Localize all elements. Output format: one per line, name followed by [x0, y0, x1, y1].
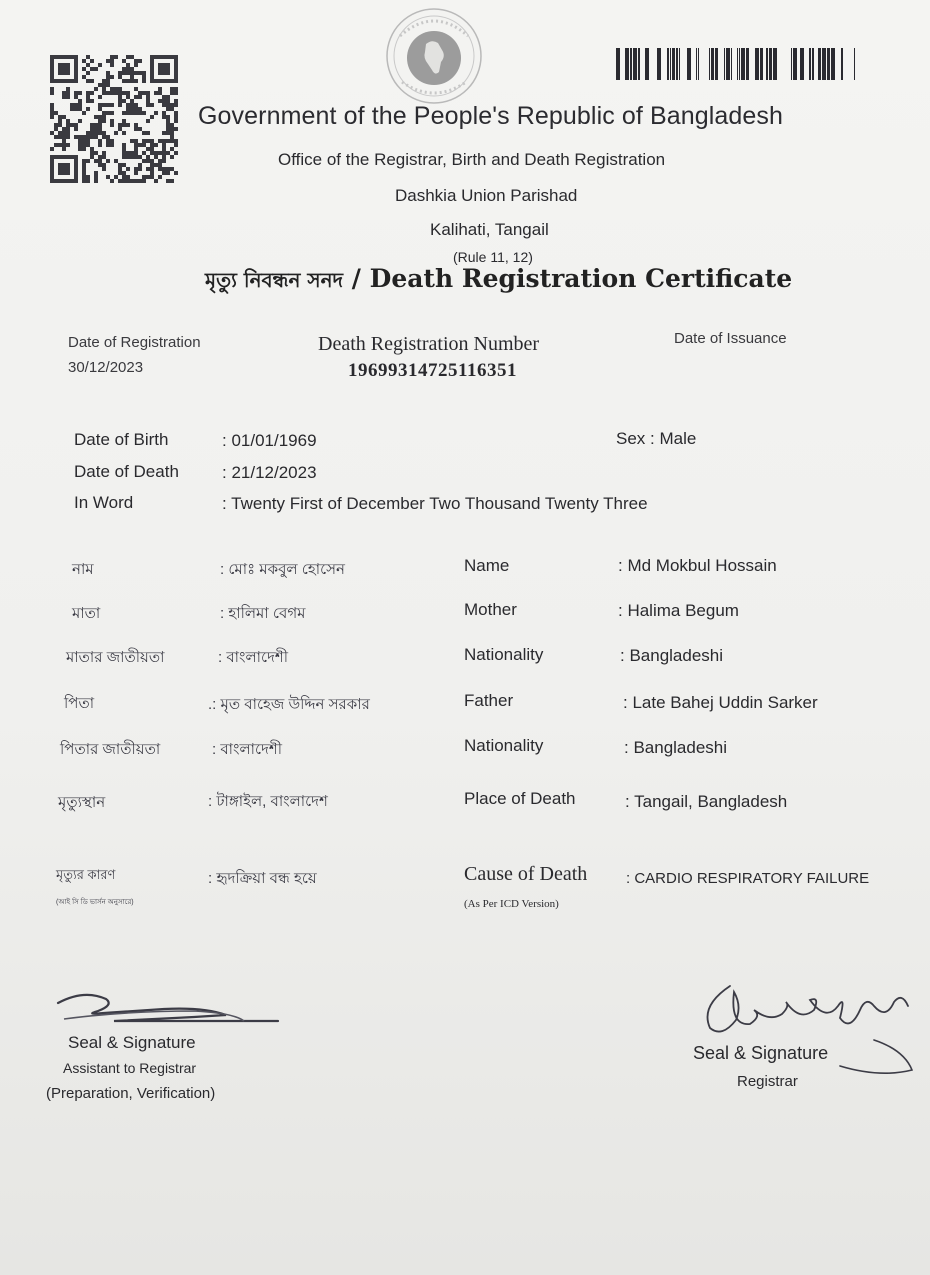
- sex-value: Sex : Male: [616, 429, 697, 448]
- in-word-value: : Twenty First of December Two Thousand Twenty Three: [222, 494, 648, 513]
- left-signature-role: Assistant to Registrar: [63, 1060, 197, 1076]
- right-seal-signature-title: Seal & Signature: [693, 1043, 829, 1063]
- mother-nationality-bn-label: মাতার জাতীয়তা: [66, 649, 165, 666]
- cause-bn-label: মৃত্যুর কারণ: [56, 867, 116, 882]
- name-bn-label: নাম: [72, 561, 94, 578]
- right-signature-role: Registrar: [737, 1073, 798, 1090]
- death-place-en-value: : Tangail, Bangladesh: [625, 792, 788, 811]
- father-nationality-en-value: : Bangladeshi: [624, 738, 728, 757]
- death-place-bn-value: : টাঙ্গাইল, বাংলাদেশ: [208, 793, 328, 810]
- cause-en-sublabel: (As Per ICD Version): [464, 898, 559, 910]
- death-place-en-label: Place of Death: [464, 789, 576, 808]
- father-nationality-bn-value: : বাংলাদেশী: [212, 741, 283, 758]
- name-en-value: : Md Mokbul Hossain: [618, 556, 777, 575]
- government-seal-emblem: [380, 6, 488, 106]
- death-place-bn-label: মৃত্যুস্থান: [58, 794, 106, 811]
- mother-en-label: Mother: [464, 600, 517, 619]
- mother-en-value: : Halima Begum: [618, 601, 739, 620]
- left-signature-note: (Preparation, Verification): [46, 1085, 216, 1102]
- issuance-date-label: Date of Issuance: [674, 330, 787, 347]
- father-bn-label: পিতা: [64, 695, 95, 712]
- registration-date-label: Date of Registration: [68, 334, 201, 351]
- cause-en-label: Cause of Death: [464, 863, 588, 885]
- father-nationality-en-label: Nationality: [464, 736, 544, 755]
- certificate-title-separator: /: [351, 264, 361, 293]
- father-en-label: Father: [464, 691, 514, 710]
- registration-number-value: 19699314725116351: [348, 360, 517, 381]
- cause-en-value: : CARDIO RESPIRATORY FAILURE: [626, 870, 870, 887]
- mother-bn-value: : হালিমা বেগম: [220, 605, 306, 622]
- registrar-signature-mark: [690, 966, 922, 1082]
- government-title: Government of the People's Republic of Bangladesh: [198, 102, 784, 130]
- left-seal-signature-title: Seal & Signature: [68, 1033, 196, 1052]
- barcode-image: [613, 48, 861, 80]
- assistant-signature-mark: [44, 985, 284, 1031]
- location: Kalihati, Tangail: [430, 220, 549, 239]
- dob-value: : 01/01/1969: [222, 431, 317, 450]
- father-bn-value: .: মৃত বাহেজ উদ্দিন সরকার: [208, 696, 370, 713]
- registration-number-label: Death Registration Number: [318, 333, 540, 355]
- registration-date-value: 30/12/2023: [68, 359, 144, 376]
- dod-value: : 21/12/2023: [222, 463, 317, 482]
- name-bn-value: : মোঃ মকবুল হোসেন: [220, 561, 345, 578]
- mother-nationality-en-label: Nationality: [464, 645, 544, 664]
- father-nationality-bn-label: পিতার জাতীয়তা: [60, 741, 161, 758]
- in-word-label: In Word: [74, 493, 134, 512]
- certificate-title: [205, 264, 792, 299]
- mother-nationality-en-value: : Bangladeshi: [620, 646, 724, 665]
- cause-bn-sublabel: (আই সি ডি ভার্সন অনুসারে): [56, 899, 134, 906]
- certificate-title-bn: মৃত্যু নিবন্ধন সনদ: [205, 268, 344, 292]
- qr-code-image: [46, 55, 182, 183]
- dod-label: Date of Death: [74, 462, 179, 481]
- registrar-office: Office of the Registrar, Birth and Death Registration: [278, 150, 666, 169]
- mother-nationality-bn-value: : বাংলাদেশী: [218, 649, 289, 666]
- name-en-label: Name: [464, 556, 510, 575]
- rule-reference: (Rule 11, 12): [453, 249, 533, 265]
- dob-label: Date of Birth: [74, 430, 169, 449]
- cause-bn-value: : হৃদক্রিয়া বন্ধ হয়ে: [208, 870, 317, 887]
- father-en-value: : Late Bahej Uddin Sarker: [623, 693, 818, 712]
- certificate-title-en: Death Registration Certificate: [369, 264, 793, 293]
- union-parishad: Dashkia Union Parishad: [395, 186, 578, 205]
- mother-bn-label: মাতা: [72, 605, 101, 622]
